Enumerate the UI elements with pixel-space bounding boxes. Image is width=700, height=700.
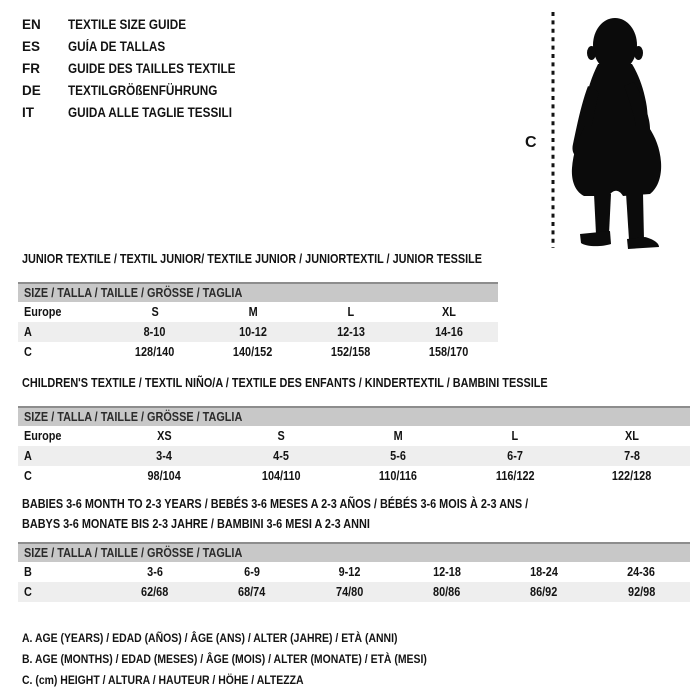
- row-label-cell: [18, 325, 106, 339]
- language-row: [22, 79, 261, 101]
- cell-value: 6-7: [506, 449, 523, 463]
- section-title: [18, 249, 690, 269]
- row-label: C: [24, 469, 32, 483]
- row-label-cell: [18, 585, 106, 599]
- size-tables: [18, 249, 690, 691]
- table-row: [18, 466, 690, 486]
- cell-value: 152/158: [331, 345, 371, 359]
- value-cell: [204, 345, 302, 359]
- cell-value: S: [277, 429, 285, 443]
- cell-value: 14-16: [435, 325, 463, 339]
- value-cell: [223, 449, 340, 463]
- size-table-section: [18, 494, 690, 602]
- row-label-cell: [18, 429, 106, 443]
- value-cell: [301, 585, 398, 599]
- cell-value: 104/110: [261, 469, 301, 483]
- value-cell: [301, 565, 398, 579]
- height-label: C: [525, 134, 537, 151]
- table-row: [18, 562, 690, 582]
- section-title-text: JUNIOR TEXTILE / TEXTIL JUNIOR/ TEXTILE JUNIOR / JUNIORTEXTIL / JUNIOR TESSILE: [22, 252, 483, 266]
- value-cell: [340, 469, 457, 483]
- table-row: [18, 426, 690, 446]
- cell-value: 9-12: [338, 565, 361, 579]
- language-label: TEXTILE SIZE GUIDE: [68, 16, 187, 32]
- footnote-text: C. (cm) HEIGHT / ALTURA / HAUTEUR / HÖHE / ALTEZZA: [22, 673, 304, 687]
- size-header-bar: [18, 406, 690, 426]
- value-cell: [203, 565, 300, 579]
- table-row: [18, 322, 498, 342]
- baby-height-figure: [512, 6, 694, 252]
- value-cell: [456, 429, 573, 443]
- value-cell: [573, 429, 690, 443]
- value-cell: [573, 469, 690, 483]
- value-cell: [223, 469, 340, 483]
- cell-value: 10-12: [239, 325, 267, 339]
- language-label: GUIDE DES TAILLES TEXTILE: [68, 60, 236, 76]
- table-rows: [18, 302, 498, 362]
- cell-value: 110/116: [378, 469, 418, 483]
- section-title-line: [22, 514, 690, 534]
- cell-value: 24-36: [627, 565, 656, 579]
- cell-value: 3-6: [146, 565, 163, 579]
- row-label-cell: [18, 565, 106, 579]
- value-cell: [573, 449, 690, 463]
- value-cell: [204, 305, 302, 319]
- cell-value: 4-5: [273, 449, 290, 463]
- row-label-cell: [18, 469, 106, 483]
- table-row: [18, 302, 498, 322]
- cell-value: L: [511, 429, 519, 443]
- value-cell: [203, 585, 300, 599]
- value-cell: [400, 305, 498, 319]
- cell-value: 18-24: [530, 565, 558, 579]
- cell-value: XL: [442, 305, 456, 319]
- size-table-section: [18, 373, 690, 486]
- cell-value: 74/80: [335, 585, 363, 599]
- language-label: TEXTILGRÖßENFÜHRUNG: [68, 82, 218, 98]
- value-cell: [593, 565, 690, 579]
- row-label: Europe: [24, 305, 62, 319]
- language-row: [22, 101, 261, 123]
- cell-value: 62/68: [141, 585, 169, 599]
- cell-value: 122/128: [611, 469, 652, 483]
- section-title-line: [22, 494, 690, 514]
- language-row: [22, 57, 261, 79]
- section-title: [18, 373, 690, 393]
- size-header-text: SIZE / TALLA / TAILLE / GRÖSSE / TAGLIA: [24, 546, 243, 560]
- cell-value: 92/98: [627, 585, 655, 599]
- section-title: [18, 494, 690, 534]
- footnote-text: B. AGE (MONTHS) / EDAD (MESES) / ÂGE (MOIS) / ALTER (MONATE) / ETÀ (MESI): [22, 652, 427, 666]
- row-label: A: [24, 449, 32, 463]
- value-cell: [302, 345, 400, 359]
- value-cell: [302, 325, 400, 339]
- value-cell: [223, 429, 340, 443]
- cell-value: XS: [157, 429, 172, 443]
- value-cell: [106, 449, 223, 463]
- row-label-cell: [18, 345, 106, 359]
- cell-value: 3-4: [156, 449, 173, 463]
- value-cell: [495, 585, 592, 599]
- table-row: [18, 446, 690, 466]
- language-code: FR: [22, 60, 40, 76]
- cell-value: 86/92: [530, 585, 558, 599]
- row-label: C: [24, 585, 32, 599]
- value-cell: [398, 585, 495, 599]
- size-table-section: [18, 249, 690, 362]
- value-cell: [456, 469, 573, 483]
- cell-value: 6-9: [244, 565, 260, 579]
- language-code: IT: [22, 104, 34, 120]
- footnote-text: A. AGE (YEARS) / EDAD (AÑOS) / ÂGE (ANS) / ALTER (JAHRE) / ETÀ (ANNI): [22, 631, 398, 645]
- value-cell: [106, 325, 204, 339]
- size-header-text: SIZE / TALLA / TAILLE / GRÖSSE / TAGLIA: [24, 410, 243, 424]
- section-title-line: [22, 249, 690, 269]
- cell-value: XL: [624, 429, 639, 443]
- value-cell: [400, 325, 498, 339]
- footnote-line: [22, 670, 690, 691]
- language-label: GUIDA ALLE TAGLIE TESSILI: [68, 104, 232, 120]
- row-label: C: [24, 345, 32, 359]
- size-table: [18, 406, 690, 486]
- size-header-bar: [18, 542, 690, 562]
- value-cell: [400, 345, 498, 359]
- size-header-text: SIZE / TALLA / TAILLE / GRÖSSE / TAGLIA: [24, 286, 243, 300]
- size-table: [18, 282, 498, 362]
- value-cell: [456, 449, 573, 463]
- value-cell: [593, 585, 690, 599]
- cell-value: L: [347, 305, 355, 319]
- table-rows: [18, 426, 690, 486]
- value-cell: [340, 449, 457, 463]
- cell-value: 80/86: [433, 585, 461, 599]
- cell-value: 140/152: [233, 345, 273, 359]
- height-measure-illustration: [512, 6, 694, 252]
- table-row: [18, 582, 690, 602]
- cell-value: 12-18: [432, 565, 461, 579]
- cell-value: 7-8: [623, 449, 640, 463]
- cell-value: 68/74: [238, 585, 266, 599]
- value-cell: [106, 345, 204, 359]
- value-cell: [398, 565, 495, 579]
- size-header-bar: [18, 282, 498, 302]
- size-table: [18, 542, 690, 602]
- cell-value: M: [248, 305, 258, 319]
- language-list: [22, 13, 261, 123]
- language-label: GUÍA DE TALLAS: [68, 38, 166, 54]
- value-cell: [204, 325, 302, 339]
- value-cell: [106, 585, 203, 599]
- row-label: Europe: [24, 429, 62, 443]
- cell-value: 98/104: [147, 469, 182, 483]
- row-label: B: [24, 565, 32, 579]
- value-cell: [340, 429, 457, 443]
- cell-value: 128/140: [135, 345, 175, 359]
- section-title-text: BABYS 3-6 MONATE BIS 2-3 JAHRE / BAMBINI 3-6 MESI A 2-3 ANNI: [22, 517, 370, 531]
- section-title-line: [22, 373, 690, 393]
- row-label-cell: [18, 305, 106, 319]
- language-code: ES: [22, 38, 41, 54]
- section-title-text: CHILDREN'S TEXTILE / TEXTIL NIÑO/A / TEXTILE DES ENFANTS / KINDERTEXTIL / BAMBINI TESSILE: [22, 376, 548, 390]
- language-code: DE: [22, 82, 41, 98]
- toddler-silhouette-icon: [572, 18, 661, 249]
- footnote-line: [22, 628, 690, 649]
- cell-value: S: [151, 305, 159, 319]
- cell-value: 5-6: [390, 449, 406, 463]
- row-label-cell: [18, 449, 106, 463]
- cell-value: 12-13: [337, 325, 365, 339]
- language-code: EN: [22, 16, 41, 32]
- table-row: [18, 342, 498, 362]
- row-label: A: [24, 325, 32, 339]
- language-row: [22, 35, 261, 57]
- value-cell: [495, 565, 592, 579]
- cell-value: 116/122: [495, 469, 535, 483]
- value-cell: [302, 305, 400, 319]
- language-row: [22, 13, 261, 35]
- section-title-text: BABIES 3-6 MONTH TO 2-3 YEARS / BEBÉS 3-6 MESES A 2-3 AÑOS / BÉBÉS 3-6 MOIS À 2-3 ANS /: [22, 497, 529, 511]
- value-cell: [106, 429, 223, 443]
- value-cell: [106, 305, 204, 319]
- table-rows: [18, 562, 690, 602]
- value-cell: [106, 469, 223, 483]
- cell-value: 158/170: [429, 345, 469, 359]
- footnote-line: [22, 649, 690, 670]
- cell-value: M: [393, 429, 403, 443]
- cell-value: 8-10: [144, 325, 166, 339]
- value-cell: [106, 565, 203, 579]
- footnotes: [18, 628, 690, 691]
